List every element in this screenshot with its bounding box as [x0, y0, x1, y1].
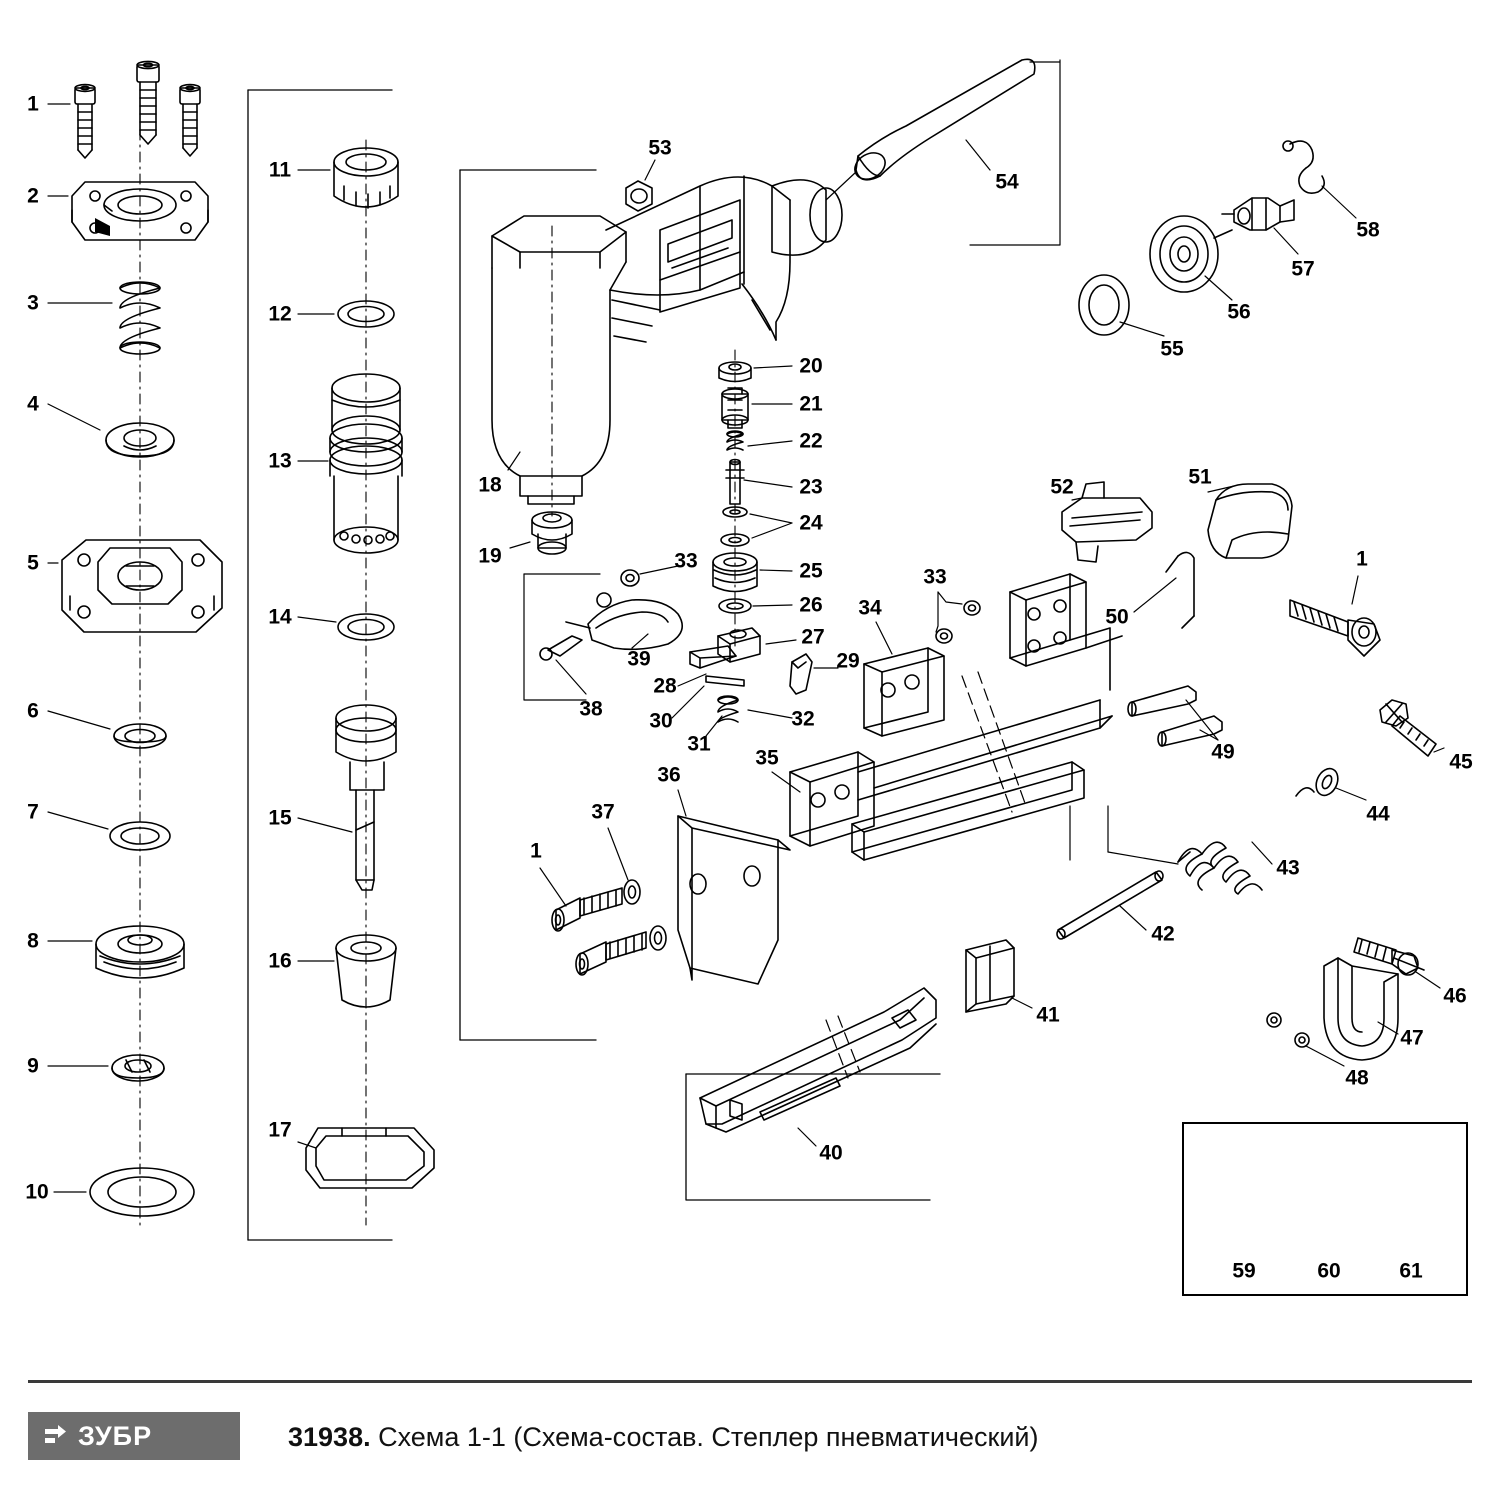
callout-20: 20 [799, 354, 823, 378]
callout-45: 45 [1449, 750, 1473, 774]
callout-3: 3 [27, 291, 39, 315]
callout-19: 19 [478, 544, 502, 568]
callout-28: 28 [653, 674, 677, 698]
callout-41: 41 [1036, 1003, 1060, 1027]
callout-24: 24 [799, 511, 823, 535]
callout-49: 49 [1211, 740, 1235, 764]
callout-26: 26 [799, 593, 823, 617]
callout-5: 5 [27, 551, 39, 575]
callout-52: 52 [1050, 475, 1074, 499]
callout-34: 34 [858, 596, 882, 620]
callout-35: 35 [755, 746, 779, 770]
footer [0, 1380, 1500, 1500]
callout-57: 57 [1291, 257, 1315, 281]
callout-8: 8 [27, 929, 39, 953]
callout-1: 1 [27, 92, 39, 116]
brand-name: ЗУБР [78, 1420, 153, 1451]
callout-33-left: 33 [674, 549, 698, 573]
callout-11: 11 [268, 158, 292, 182]
sheet-caption-rest: Схема 1-1 (Схема-состав. Степлер пневматический) [370, 1422, 1039, 1452]
callout-37: 37 [591, 800, 615, 824]
callout-22: 22 [799, 429, 823, 453]
callout-48: 48 [1345, 1066, 1369, 1090]
callout-27: 27 [801, 625, 825, 649]
callout-23: 23 [799, 475, 823, 499]
callout-15: 15 [268, 806, 292, 830]
callout-40: 40 [819, 1141, 843, 1165]
callout-54: 54 [995, 170, 1019, 194]
callout-21: 21 [799, 392, 823, 416]
callout-30: 30 [649, 709, 673, 733]
callout-47: 47 [1400, 1026, 1424, 1050]
callout-55: 55 [1160, 337, 1184, 361]
callout-29: 29 [836, 649, 860, 673]
callout-56: 56 [1227, 300, 1251, 324]
callout-32: 32 [791, 707, 815, 731]
callout-51: 51 [1188, 465, 1212, 489]
sheet-code: 31938. [288, 1422, 371, 1452]
callout-1-right: 1 [1356, 547, 1368, 571]
callout-36: 36 [657, 763, 681, 787]
callout-60: 60 [1317, 1259, 1341, 1283]
callout-2: 2 [27, 184, 39, 208]
footer-divider [28, 1380, 1472, 1383]
callout-13: 13 [268, 449, 292, 473]
callout-59: 59 [1232, 1259, 1256, 1283]
callout-39: 39 [627, 647, 651, 671]
callout-16: 16 [268, 949, 292, 973]
callout-43: 43 [1276, 856, 1300, 880]
callout-33-right: 33 [923, 565, 947, 589]
callout-9: 9 [27, 1054, 39, 1078]
callout-46: 46 [1443, 984, 1467, 1008]
callout-38: 38 [579, 697, 603, 721]
callout-31: 31 [687, 732, 711, 756]
callout-58: 58 [1356, 218, 1380, 242]
callout-61: 61 [1399, 1259, 1423, 1283]
callout-44: 44 [1366, 802, 1390, 826]
callout-42: 42 [1151, 922, 1175, 946]
zubr-arrow-icon [42, 1423, 68, 1449]
callout-14: 14 [268, 605, 292, 629]
callout-53: 53 [648, 136, 672, 160]
sheet-caption [288, 1422, 1039, 1453]
brand-logo [28, 1412, 240, 1460]
callout-6: 6 [27, 699, 39, 723]
callout-1-lower: 1 [530, 839, 542, 863]
callout-4: 4 [27, 392, 39, 416]
callout-17: 17 [268, 1118, 292, 1142]
callout-7: 7 [27, 800, 39, 824]
callout-18: 18 [478, 473, 502, 497]
callout-25: 25 [799, 559, 823, 583]
callout-12: 12 [268, 302, 292, 326]
callout-50: 50 [1105, 605, 1129, 629]
callout-10: 10 [25, 1180, 49, 1204]
